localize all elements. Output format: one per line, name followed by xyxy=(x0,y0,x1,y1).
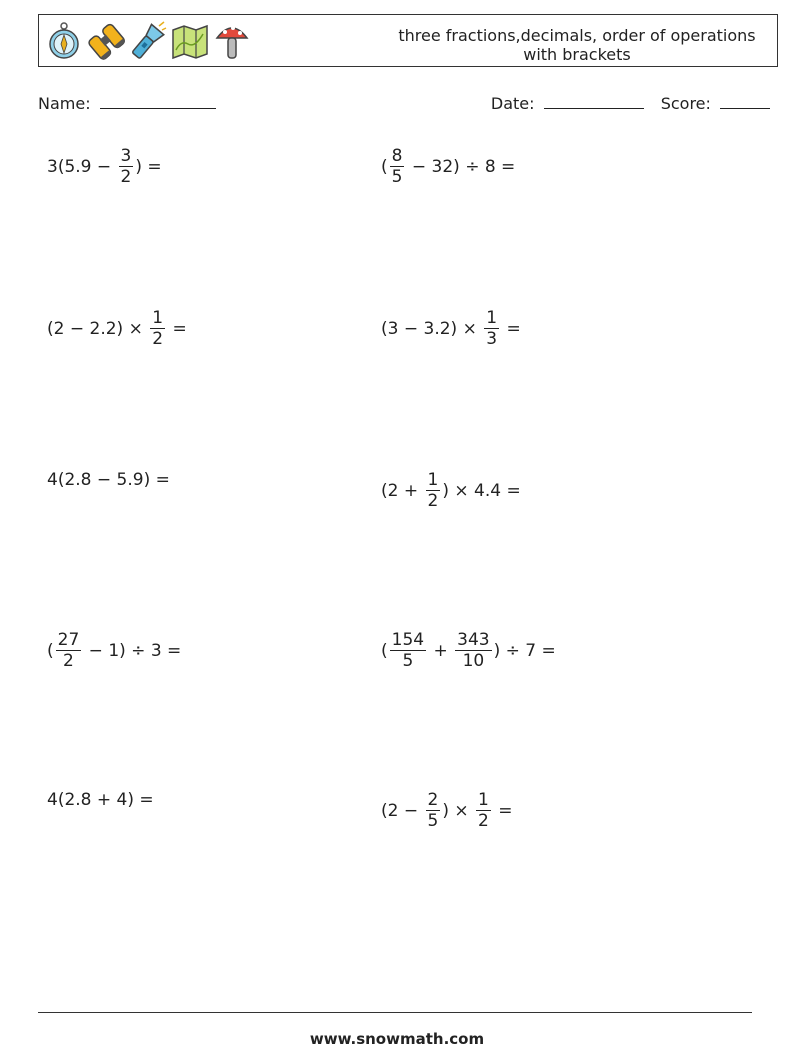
name-blank[interactable] xyxy=(100,92,216,109)
problem-text: (2 − xyxy=(381,800,424,821)
denominator: 5 xyxy=(391,167,403,187)
map-icon xyxy=(171,20,209,62)
name-field[interactable] xyxy=(38,92,216,113)
problem-text: − 1) ÷ 3 = xyxy=(83,640,182,661)
denominator: 5 xyxy=(427,811,439,831)
header-icons xyxy=(45,19,251,63)
problem-8 xyxy=(381,630,556,671)
denominator: 3 xyxy=(486,329,498,349)
mushroom-icon xyxy=(213,20,251,62)
problem-10 xyxy=(381,790,513,831)
problem-text: (3 − 3.2) × xyxy=(381,318,483,339)
numerator: 8 xyxy=(391,146,403,166)
fraction xyxy=(426,470,441,511)
fraction xyxy=(390,630,426,671)
problem-text: ( xyxy=(381,156,388,177)
fraction xyxy=(150,308,165,349)
date-score-fields xyxy=(491,92,770,113)
binoculars-icon xyxy=(87,20,125,62)
numerator: 1 xyxy=(486,308,498,328)
denominator: 2 xyxy=(152,329,164,349)
worksheet-header xyxy=(38,14,778,67)
fraction xyxy=(476,790,491,831)
problem-text: ) ÷ 7 = xyxy=(493,640,556,661)
denominator: 10 xyxy=(462,651,485,671)
name-label: Name: xyxy=(38,94,91,113)
numerator: 2 xyxy=(427,790,439,810)
problem-text: ) = xyxy=(135,156,162,177)
fraction xyxy=(56,630,82,671)
date-label: Date: xyxy=(490,94,535,113)
problem-text: = xyxy=(167,318,187,339)
footer-divider xyxy=(38,1012,752,1013)
compass-icon xyxy=(45,20,83,62)
problem-4 xyxy=(381,308,521,349)
denominator: 5 xyxy=(402,651,414,671)
numerator: 1 xyxy=(478,790,489,810)
date-blank[interactable] xyxy=(544,92,644,109)
problem-text: − 32) ÷ 8 = xyxy=(406,156,516,177)
denominator: 2 xyxy=(478,811,489,831)
problem-6 xyxy=(381,470,521,511)
numerator: 3 xyxy=(120,146,132,166)
denominator: 2 xyxy=(120,167,132,187)
title-line-2: with brackets xyxy=(523,45,631,64)
problem-text: (2 − 2.2) × xyxy=(47,318,149,339)
score-blank[interactable] xyxy=(720,92,770,109)
problem-7 xyxy=(47,630,181,671)
worksheet-title xyxy=(387,26,767,64)
fraction xyxy=(119,146,134,187)
fraction xyxy=(455,630,491,671)
problem-text: ) × 4.4 = xyxy=(442,480,521,501)
flashlight-icon xyxy=(129,20,167,62)
problem-2 xyxy=(381,146,515,187)
footer-site[interactable]: www.snowmath.com xyxy=(309,1030,485,1048)
problem-1 xyxy=(47,146,162,187)
problem-text: ) × xyxy=(442,800,475,821)
fraction xyxy=(390,146,405,187)
problem-text: ( xyxy=(381,640,388,661)
problem-text: 4(2.8 − 5.9) = xyxy=(47,470,170,490)
fraction xyxy=(484,308,499,349)
problem-text: 4(2.8 + 4) = xyxy=(47,790,154,810)
score-label: Score: xyxy=(660,94,711,113)
numerator: 343 xyxy=(457,630,490,650)
problem-text: + xyxy=(428,640,454,661)
problem-9 xyxy=(47,790,154,810)
title-line-1: three fractions,decimals, order of operations xyxy=(398,26,756,45)
denominator: 2 xyxy=(427,491,439,511)
problem-text: = xyxy=(492,800,513,821)
denominator: 2 xyxy=(63,651,74,671)
numerator: 154 xyxy=(391,630,425,650)
fraction xyxy=(426,790,441,831)
problem-text: 3(5.9 − xyxy=(47,156,117,177)
numerator: 27 xyxy=(57,630,80,650)
problem-text: (2 + xyxy=(381,480,424,501)
numerator: 1 xyxy=(152,308,164,328)
problem-text: ( xyxy=(47,640,54,661)
numerator: 1 xyxy=(427,470,439,490)
problem-text: = xyxy=(501,318,521,339)
problem-3 xyxy=(47,308,187,349)
problem-5 xyxy=(47,470,170,490)
